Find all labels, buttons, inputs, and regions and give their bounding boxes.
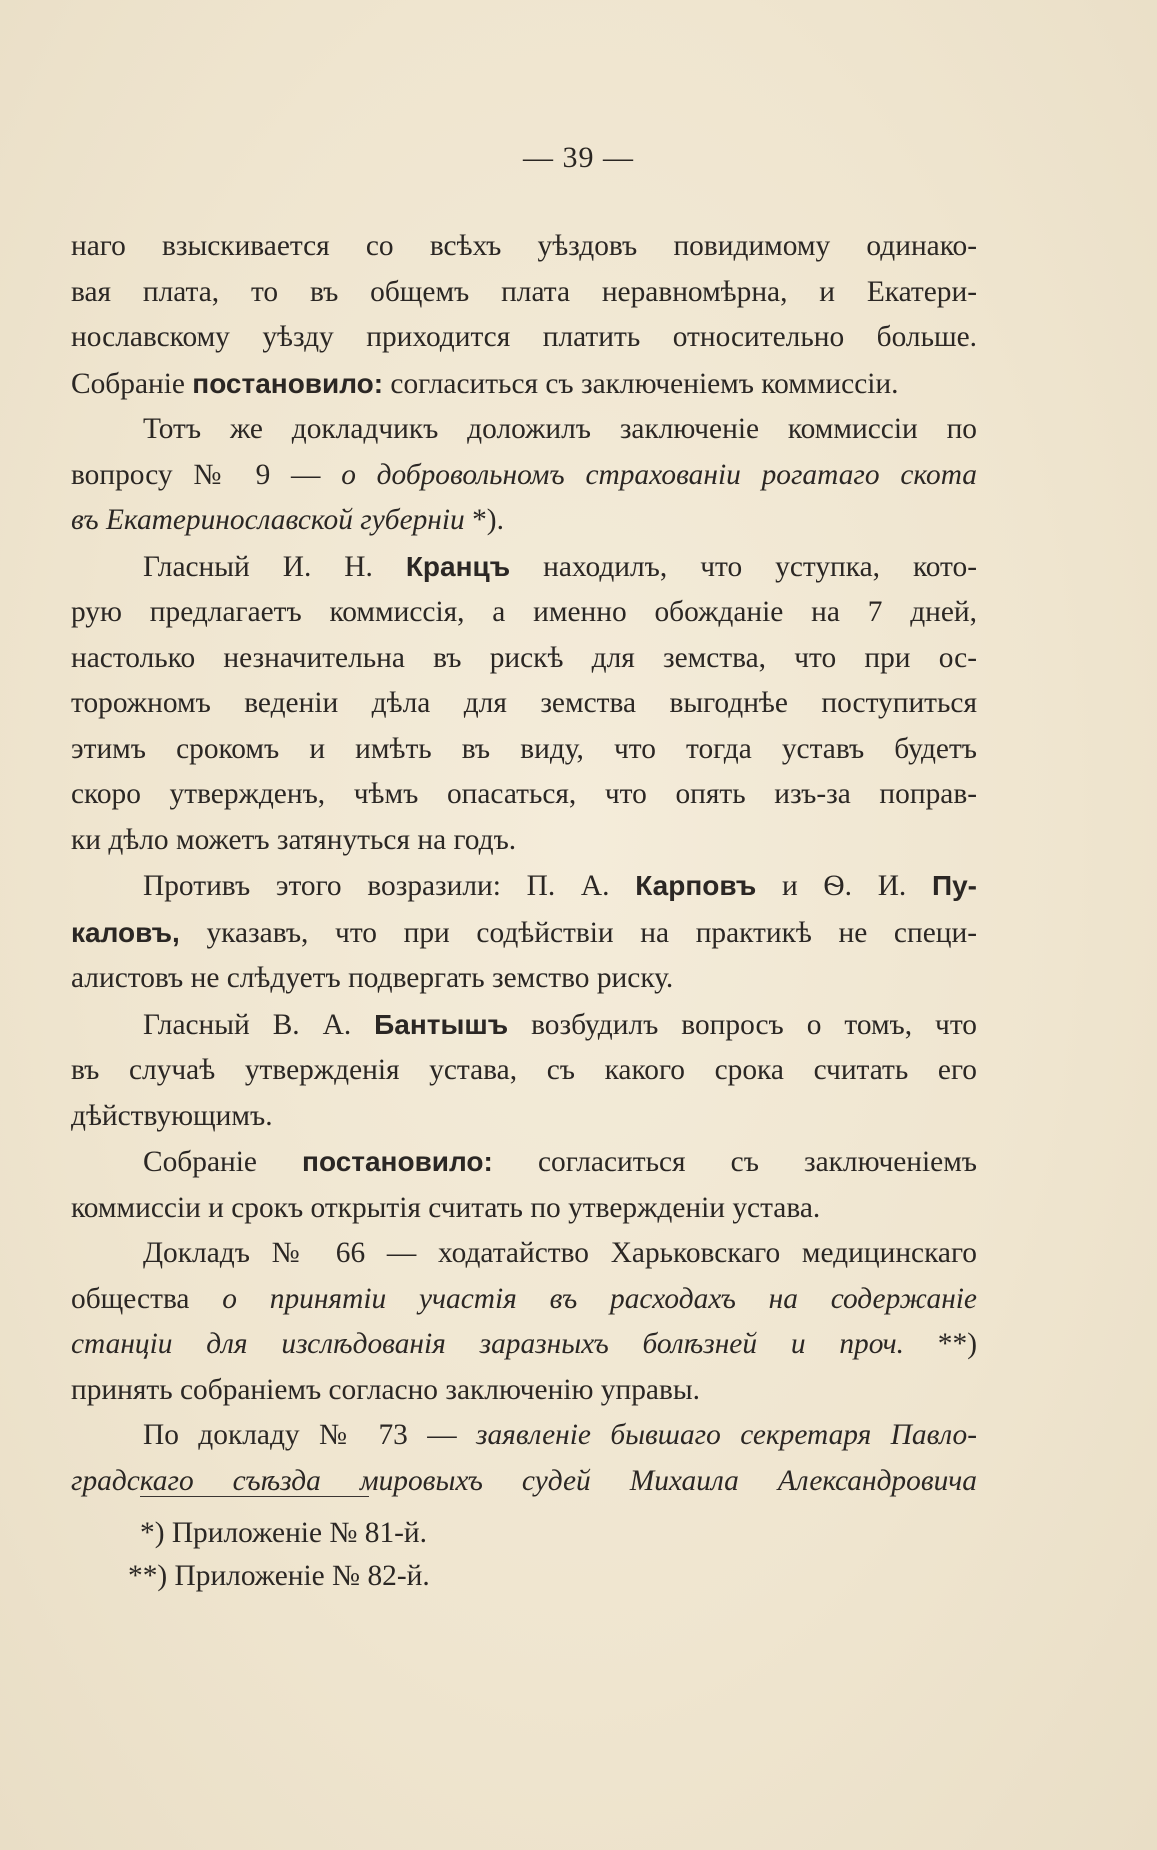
bold-term: постановило: xyxy=(192,367,384,399)
paragraph-2-line-1: Тотъ же докладчикъ доложилъ заключеніе коммиссіи по xyxy=(143,413,977,445)
bold-term: постановило: xyxy=(302,1146,493,1177)
text-span: Собраніе xyxy=(143,1146,303,1178)
text-span: общества xyxy=(71,1282,223,1315)
paragraph-3-line-7: ки дѣло можетъ затянуться на годъ. xyxy=(71,823,517,856)
paragraph-4-line-2 xyxy=(71,910,977,957)
text-span: возбудилъ вопросъ о томъ, что xyxy=(508,1008,977,1041)
paragraph-1-line-4 xyxy=(71,361,977,408)
footnote-2: **) Приложеніе № 82-й. xyxy=(128,1560,430,1592)
paragraph-2-line-3 xyxy=(71,498,977,544)
paragraph-7-line-3 xyxy=(71,1322,977,1368)
paragraph-3-line-2: рую предлагаетъ коммиссія, а именно обожданіе на 7 дней, xyxy=(71,596,977,628)
paragraph-4-line-1 xyxy=(71,863,977,910)
paragraph-7-line-2 xyxy=(71,1277,977,1323)
text-span: согласиться съ заключеніемъ xyxy=(492,1146,978,1178)
footnote-divider xyxy=(140,1496,369,1497)
page-number: — 39 — xyxy=(523,141,634,174)
text-span: Гласный И. Н. xyxy=(143,550,406,583)
paragraph-3-line-5: этимъ срокомъ и имѣть въ виду, что тогда уставъ будетъ xyxy=(71,732,977,765)
italic-span: о принятіи участія въ расходахъ на содержаніе xyxy=(222,1282,977,1315)
text-span: Противъ этого возразили: П. А. xyxy=(143,870,636,902)
bold-name: Кранцъ xyxy=(405,550,511,582)
bold-name: каловъ, xyxy=(71,916,180,948)
text-span: и Ѳ. И. xyxy=(756,870,932,902)
footnote-ref: **) xyxy=(904,1328,977,1360)
paragraph-3-line-4: торожномъ веденіи дѣла для земства выгоднѣе поступиться xyxy=(71,687,977,719)
paragraph-2-line-2 xyxy=(71,453,977,499)
bold-name: Пу- xyxy=(931,870,978,901)
text-span: Гласный В. А. xyxy=(143,1008,375,1041)
text-span: Собраніе xyxy=(71,367,193,400)
text-span: находилъ, что уступка, кото- xyxy=(510,550,977,583)
paragraph-3-line-1 xyxy=(71,544,977,591)
paragraph-6-line-2: коммиссіи и срокъ открытія считать по утвержденіи устава. xyxy=(71,1191,821,1224)
text-span: вопросу № 9 — xyxy=(71,458,342,491)
paragraph-4-line-3: алистовъ не слѣдуетъ подвергать земство риску. xyxy=(71,962,674,994)
paragraph-1-line-2: вая плата, то въ общемъ плата неравномѣрна, и Екатери- xyxy=(71,275,977,308)
paragraph-7-line-4: принять собраніемъ согласно заключенію управы. xyxy=(71,1373,700,1406)
paragraph-5-line-2: въ случаѣ утвержденія устава, съ какого срока считать его xyxy=(71,1054,977,1086)
italic-span: о добровольномъ страхованіи рогатаго скота xyxy=(341,458,977,491)
paragraph-1-line-1: наго взыскивается со всѣхъ уѣздовъ повидимому одинако- xyxy=(71,230,977,262)
italic-span: въ Екатеринославской губерніи xyxy=(71,504,465,536)
paragraph-5-line-3: дѣйствующимъ. xyxy=(71,1099,273,1132)
paragraph-5-line-1 xyxy=(71,1002,977,1049)
paragraph-7-line-1: Докладъ № 66 — ходатайство Харьковскаго медицинскаго xyxy=(143,1237,977,1269)
paragraph-8-line-2 xyxy=(71,1459,977,1505)
text-span: указавъ, что при содѣйствіи на практикѣ не специ- xyxy=(179,916,977,949)
footnote-ref: *). xyxy=(464,504,504,536)
text-column xyxy=(71,224,977,1504)
paragraph-3-line-3: настолько незначительна въ рискѣ для земства, что при ос- xyxy=(71,641,977,674)
paragraph-8-line-1 xyxy=(71,1413,977,1459)
footnote-1: *) Приложеніе № 81-й. xyxy=(140,1517,428,1549)
italic-span: градскаго съѣзда мировыхъ судей Михаила Александровича xyxy=(71,1464,977,1497)
text-span: согласиться съ заключеніемъ коммиссіи. xyxy=(383,367,899,400)
italic-span: заявленіе бывшаго секретаря Павло- xyxy=(476,1419,977,1451)
footnotes xyxy=(128,1512,828,1598)
paragraph-1-line-3: нославскому уѣзду приходится платить относительно больше. xyxy=(71,321,977,353)
italic-span: станціи для изслѣдованія заразныхъ болѣзней и проч. xyxy=(71,1328,905,1360)
paragraph-6-line-1 xyxy=(71,1139,977,1186)
text-span: По докладу № 73 — xyxy=(143,1419,476,1451)
paragraph-3-line-6: скоро утвержденъ, чѣмъ опасаться, что опять изъ-за поправ- xyxy=(71,778,977,810)
bold-name: Карповъ xyxy=(635,870,757,901)
bold-name: Бантышъ xyxy=(374,1008,509,1040)
